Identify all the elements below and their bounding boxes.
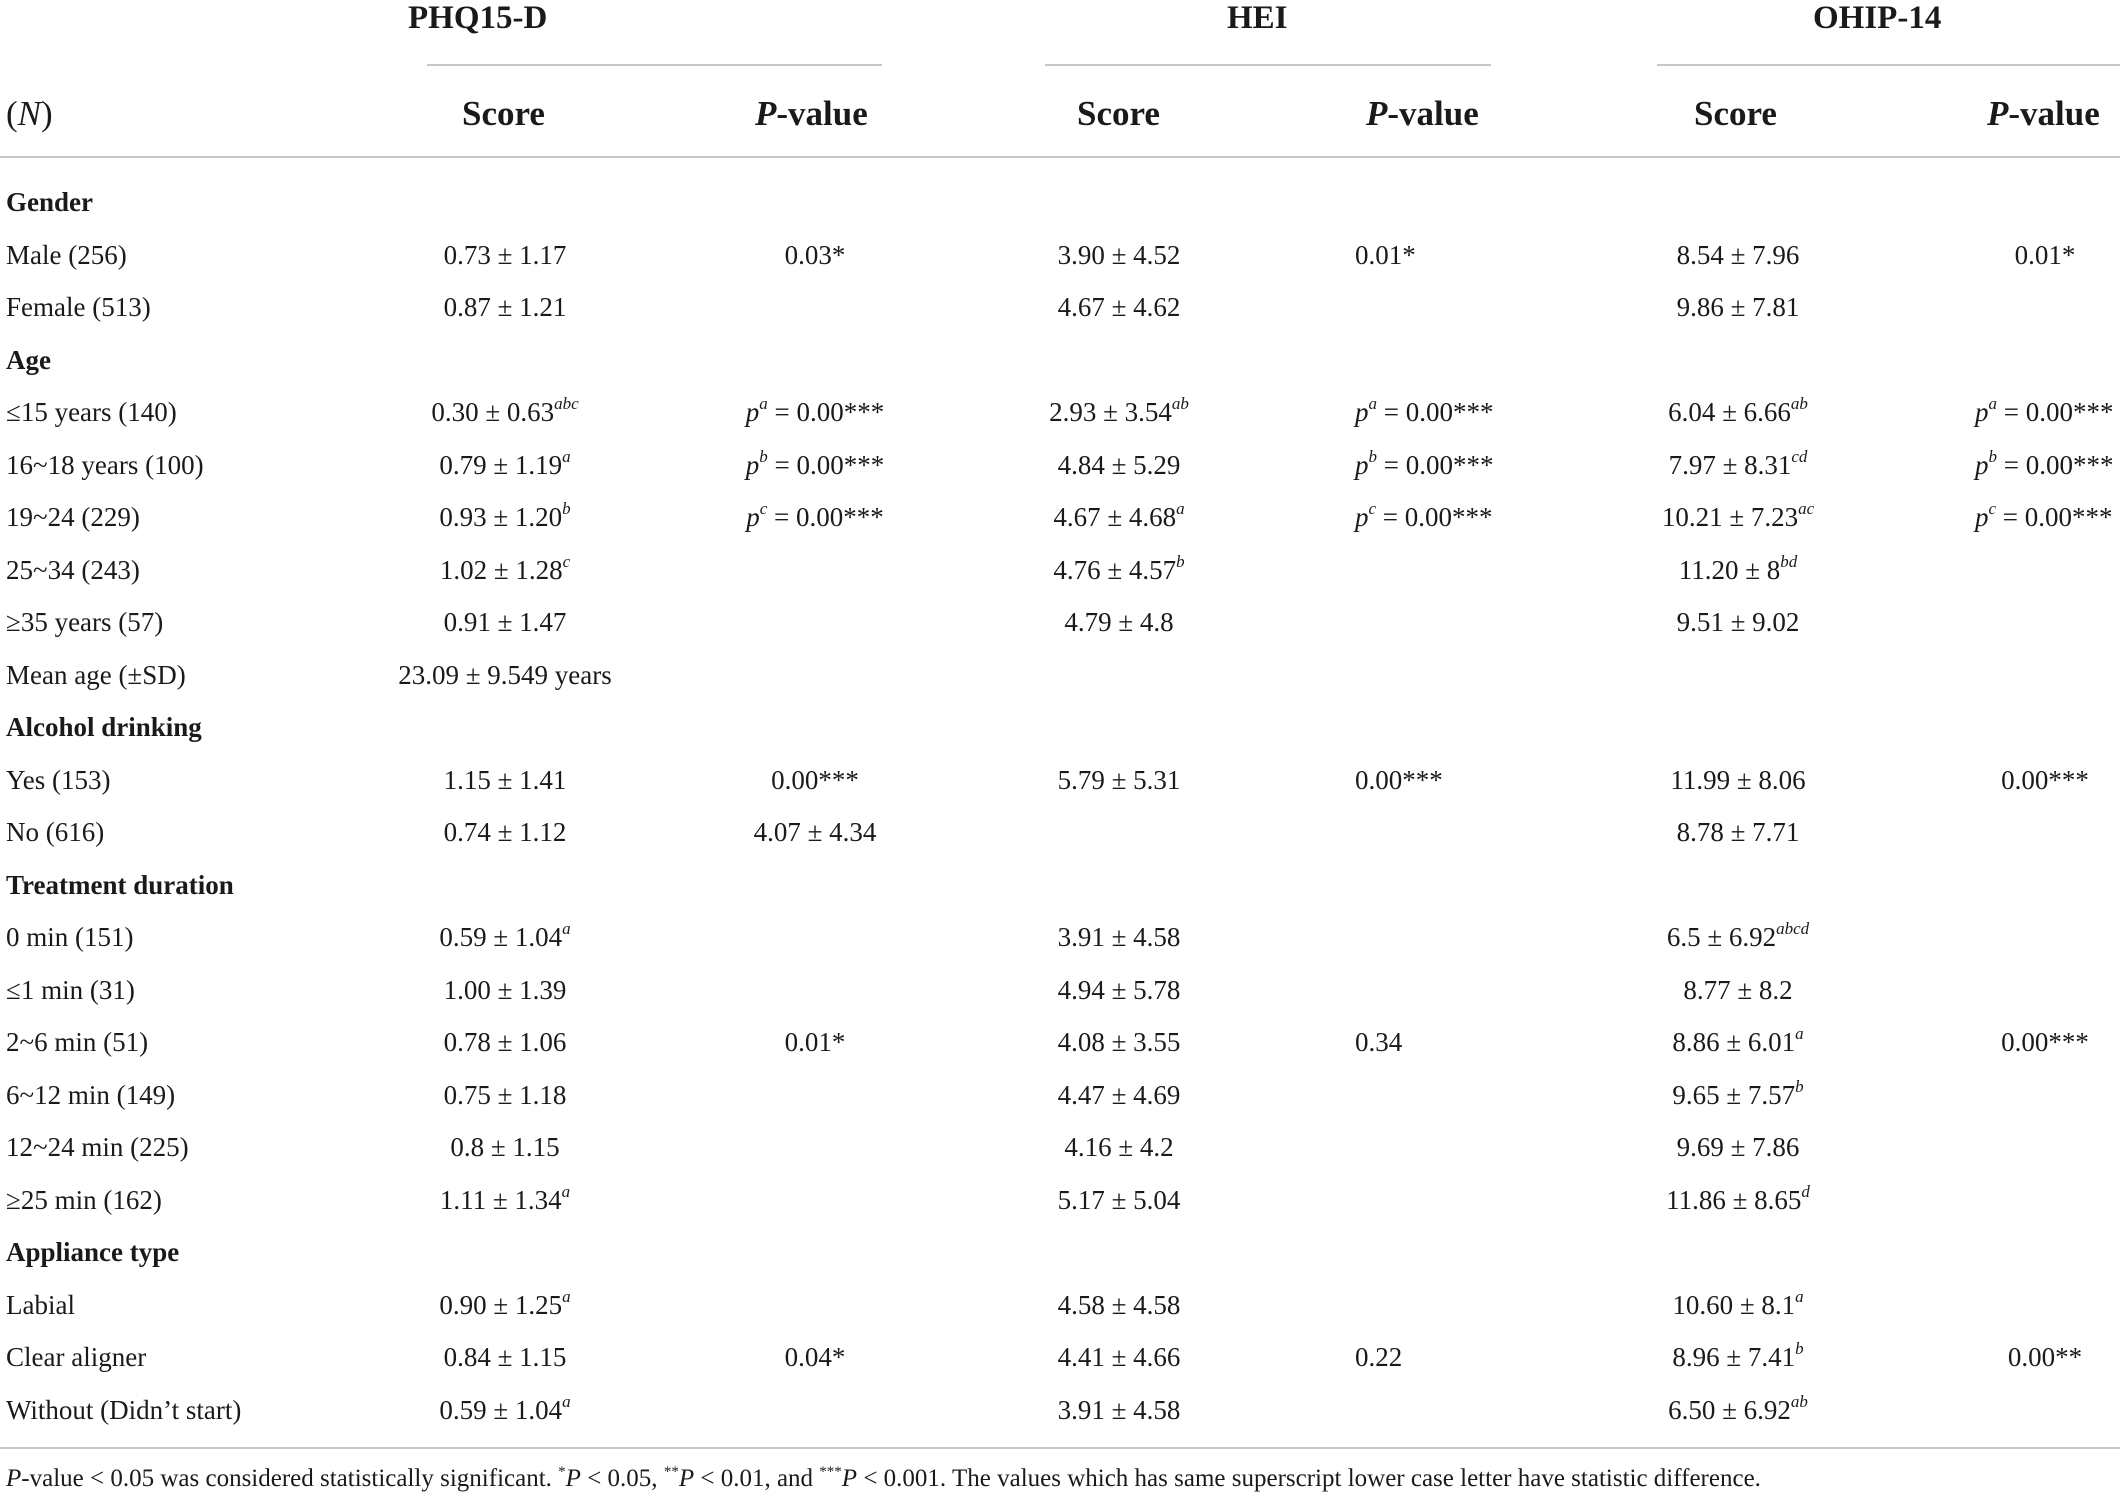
hei-pvalue-value: = 0.00***: [1377, 397, 1494, 427]
table-row: [0, 1278, 2120, 1330]
phq-pvalue-value: = 0.00***: [767, 502, 884, 532]
row-label: ≤15 years (140): [6, 397, 177, 427]
phq-score: [431, 394, 579, 428]
phq-score: [439, 446, 571, 481]
p-suffix: -value: [2008, 94, 2100, 133]
phq-score-value: 1.02 ± 1.28: [439, 554, 563, 585]
ohip-pvalue-sup: a: [1988, 394, 1997, 413]
ohip-pvalue-value: = 0.00***: [1996, 502, 2113, 532]
header-score-ohip: Score: [1694, 94, 1777, 133]
row-label: Female (513): [6, 292, 151, 322]
header-pvalue-phq: [755, 94, 868, 134]
ohip-score-sup: ac: [1798, 499, 1815, 518]
hei-score-value: 3.91 ± 4.58: [1057, 922, 1181, 952]
fn-text: < 0.01, and: [694, 1465, 820, 1492]
header-group-phq15d: PHQ15-D: [408, 0, 548, 36]
phq-pvalue-symbol: p: [746, 502, 760, 532]
header-n-letter: N: [17, 94, 42, 133]
hei-score: [1053, 551, 1185, 586]
phq-score-sup: c: [562, 551, 571, 571]
hei-score-sup: b: [1176, 551, 1185, 571]
row-label: ≥25 min (162): [6, 1184, 162, 1215]
ohip-score-sup: a: [1795, 1024, 1804, 1043]
ohip-score: [1668, 446, 1808, 481]
phq-score: [444, 240, 567, 271]
ohip-score-value: 6.04 ± 6.66: [1668, 397, 1791, 427]
ohip-pvalue: [1975, 499, 2113, 533]
ohip-score: [1672, 1339, 1804, 1373]
fn-p: P: [841, 1465, 858, 1492]
hei-score-value: 4.58 ± 4.58: [1057, 1289, 1181, 1320]
fn-star: ***: [819, 1464, 842, 1480]
hei-pvalue-sup: c: [1368, 499, 1377, 518]
ohip-score-sup: ab: [1790, 1391, 1808, 1411]
header-pvalue-hei: [1366, 94, 1479, 134]
hei-score: [1058, 292, 1181, 323]
phq-score-value: 0.79 ± 1.19: [439, 449, 563, 480]
hei-score: [1058, 1185, 1181, 1216]
phq-score-sup: b: [562, 499, 571, 518]
phq-score-value: 0.78 ± 1.06: [443, 1027, 567, 1057]
hei-score-value: 5.17 ± 5.04: [1057, 1184, 1181, 1215]
hei-pvalue: 0.00***: [1355, 764, 1443, 795]
phq-pvalue: [746, 499, 884, 533]
ohip-pvalue: 0.00***: [2001, 764, 2089, 795]
hei-score: [1058, 1290, 1181, 1321]
ohip-pvalue-symbol: p: [1975, 397, 1989, 427]
ohip-score: [1668, 1391, 1808, 1426]
hei-score: [1058, 765, 1181, 796]
phq-score-value: 0.84 ± 1.15: [443, 1342, 567, 1372]
row-label: 16~18 years (100): [6, 449, 204, 480]
ohip-score-value: 7.97 ± 8.31: [1668, 449, 1792, 480]
hei-score-value: 4.16 ± 4.2: [1064, 1132, 1174, 1162]
fn-star: *: [558, 1464, 566, 1480]
table-row: [0, 910, 2120, 962]
table-row: [0, 438, 2120, 490]
phq-score: [439, 1181, 571, 1216]
fn-text: < 0.05,: [580, 1465, 664, 1492]
ohip-score-value: 11.86 ± 8.65: [1666, 1184, 1802, 1215]
hei-score-value: 4.08 ± 3.55: [1057, 1027, 1181, 1057]
table-row: [0, 595, 2120, 647]
hei-score: [1064, 607, 1173, 638]
phq-score: [450, 1132, 559, 1163]
ohip-score-value: 8.77 ± 8.2: [1683, 974, 1793, 1005]
ohip-pvalue: 0.00***: [2001, 1027, 2089, 1057]
table-row: [0, 543, 2120, 595]
ohip-pvalue-value: = 0.00***: [1997, 449, 2114, 480]
hei-score: [1064, 1132, 1173, 1163]
p-letter: P: [1987, 94, 2009, 133]
ohip-pvalue: 0.00**: [2007, 1342, 2083, 1372]
section-row: [0, 1225, 2120, 1277]
fn-p: P: [678, 1465, 695, 1492]
group-rule-ohip14: [1657, 64, 2120, 66]
section-label: Gender: [6, 187, 93, 217]
hei-pvalue-symbol: p: [1355, 502, 1369, 532]
hei-score-sup: a: [1176, 499, 1185, 518]
ohip-pvalue-sup: c: [1988, 499, 1997, 518]
ohip-score-value: 6.5 ± 6.92: [1666, 922, 1777, 952]
ohip-score: [1677, 292, 1800, 323]
row-label: 12~24 min (225): [6, 1132, 189, 1162]
phq-score-value: 0.73 ± 1.17: [443, 239, 567, 270]
phq-score: [439, 1286, 571, 1321]
row-label: 25~34 (243): [6, 554, 140, 585]
phq-score-value: 0.90 ± 1.25: [439, 1289, 563, 1320]
phq-score-value: 1.11 ± 1.34: [439, 1184, 562, 1215]
hei-score: [1058, 1342, 1181, 1373]
hei-score: [1049, 394, 1189, 428]
ohip-score: [1677, 817, 1800, 848]
table-bottom-rule: [0, 1447, 2120, 1449]
hei-score-value: 4.94 ± 5.78: [1057, 974, 1181, 1005]
table-row: [0, 1173, 2120, 1225]
ohip-score-value: 9.65 ± 7.57: [1672, 1079, 1796, 1110]
hei-score-value: 4.76 ± 4.57: [1053, 554, 1177, 585]
phq-score-value: 0.30 ± 0.63: [431, 397, 555, 427]
phq-score-value: 1.00 ± 1.39: [443, 974, 567, 1005]
phq-score: [444, 1080, 567, 1111]
ohip-score-sup: b: [1795, 1339, 1804, 1358]
phq-score-value: 0.74 ± 1.12: [443, 817, 567, 847]
group-rule-hei: [1045, 64, 1491, 66]
phq-score: [444, 817, 567, 848]
hei-pvalue-sup: a: [1368, 394, 1377, 413]
table-row: [0, 648, 2120, 700]
hei-score: [1058, 922, 1181, 953]
header-score-hei: Score: [1077, 94, 1160, 133]
header-bottom-rule: [0, 156, 2120, 158]
header-group-hei: HEI: [1227, 0, 1288, 36]
hei-score-value: 4.79 ± 4.8: [1064, 607, 1174, 637]
section-row: [0, 333, 2120, 385]
ohip-score: [1672, 1076, 1804, 1111]
table-row: [0, 280, 2120, 332]
phq-score-sup: a: [562, 1391, 571, 1411]
hei-pvalue-sup: b: [1368, 446, 1377, 466]
header-n: (N): [6, 94, 53, 133]
ohip-score-value: 10.21 ± 7.23: [1661, 502, 1799, 532]
phq-score-value: 0.93 ± 1.20: [439, 502, 563, 532]
phq-pvalue-sup: b: [759, 446, 768, 466]
hei-score-sup: ab: [1171, 394, 1189, 413]
row-label: ≥35 years (57): [6, 607, 164, 637]
ohip-score-sup: a: [1795, 1286, 1804, 1306]
section-label: Alcohol drinking: [6, 712, 202, 742]
table-row: [0, 1068, 2120, 1120]
table-row: [0, 753, 2120, 805]
ohip-score-sup: bd: [1780, 551, 1798, 571]
hei-score: [1058, 1395, 1181, 1426]
hei-pvalue: 0.01*: [1355, 239, 1416, 270]
phq-score-value: 0.87 ± 1.21: [443, 292, 567, 322]
ohip-score-value: 8.78 ± 7.71: [1676, 817, 1800, 847]
fn-text: -value < 0.05 was considered statistically significant.: [21, 1465, 559, 1492]
hei-pvalue: [1355, 446, 1494, 481]
hei-pvalue: [1355, 499, 1493, 533]
group-rule-phq15d: [427, 64, 882, 66]
phq-score-sup: a: [562, 446, 571, 466]
ohip-score-value: 11.99 ± 8.06: [1670, 764, 1806, 795]
phq-score-value: 0.59 ± 1.04: [439, 922, 563, 952]
fn-text: < 0.001. The values which has same superscript lower case letter have statistic difference.: [857, 1465, 1761, 1492]
hei-score: [1058, 240, 1181, 271]
footnote: [6, 1465, 1761, 1493]
hei-pvalue-symbol: p: [1355, 449, 1369, 480]
phq-pvalue-sup: c: [759, 499, 768, 518]
hei-score-value: 3.90 ± 4.52: [1057, 239, 1181, 270]
section-label: Appliance type: [6, 1237, 180, 1267]
ohip-score: [1683, 975, 1792, 1006]
table-row: [0, 385, 2120, 437]
section-row: [0, 858, 2120, 910]
hei-score: [1058, 1027, 1181, 1058]
hei-pvalue-value: = 0.00***: [1376, 502, 1493, 532]
p-letter: P: [1366, 94, 1388, 133]
ohip-score-value: 11.20 ± 8: [1678, 554, 1781, 585]
phq-score-sup: a: [562, 919, 571, 938]
ohip-pvalue-value: = 0.00***: [1997, 397, 2114, 427]
ohip-score: [1672, 1286, 1804, 1321]
phq-score: [439, 919, 571, 953]
fn-star: **: [663, 1464, 679, 1480]
row-label: 2~6 min (51): [6, 1027, 149, 1057]
hei-score-value: 4.84 ± 5.29: [1057, 449, 1181, 480]
hei-score-value: 2.93 ± 3.54: [1049, 397, 1172, 427]
phq-score: [444, 607, 567, 638]
p-suffix: -value: [776, 94, 868, 133]
section-label: Age: [6, 344, 51, 375]
ohip-score: [1672, 1024, 1804, 1058]
phq-pvalue-value: = 0.00***: [767, 397, 885, 427]
ohip-score-value: 6.50 ± 6.92: [1668, 1394, 1791, 1425]
phq-pvalue-symbol: p: [745, 397, 760, 427]
p-suffix: -value: [1387, 94, 1479, 133]
ohip-score-value: 9.69 ± 7.86: [1676, 1132, 1800, 1162]
section-row: [0, 700, 2120, 752]
ohip-pvalue-symbol: p: [1975, 502, 1989, 532]
ohip-pvalue-symbol: p: [1975, 449, 1989, 480]
phq-score-sup: abc: [554, 394, 579, 413]
hei-pvalue-value: = 0.00***: [1377, 449, 1494, 480]
phq-score-sup: a: [562, 1286, 571, 1306]
section-row: [0, 175, 2120, 227]
ohip-pvalue: [1975, 394, 2114, 428]
hei-score: [1058, 450, 1181, 481]
ohip-score-sup: b: [1795, 1076, 1804, 1096]
phq-pvalue: 4.07 ± 4.34: [753, 817, 877, 847]
ohip-score-value: 9.51 ± 9.02: [1676, 607, 1800, 637]
phq-pvalue-value: = 0.00***: [767, 449, 885, 480]
p-letter: P: [755, 94, 777, 133]
phq-score-value: 0.91 ± 1.47: [443, 607, 567, 637]
phq-score: [439, 499, 571, 533]
header-group-ohip14: OHIP-14: [1813, 0, 1942, 36]
ohip-score: [1670, 765, 1805, 796]
hei-score-value: 4.67 ± 4.62: [1057, 292, 1181, 322]
row-label: Labial: [6, 1289, 75, 1320]
ohip-score-sup: ab: [1790, 394, 1808, 413]
ohip-score: [1666, 1181, 1810, 1216]
ohip-score-value: 8.96 ± 7.41: [1672, 1342, 1796, 1372]
row-label: 0 min (151): [6, 922, 134, 952]
phq-score-sup: a: [561, 1181, 571, 1201]
phq-score: [444, 1342, 567, 1373]
row-label: 6~12 min (149): [6, 1079, 176, 1110]
ohip-score: [1677, 240, 1800, 271]
phq-pvalue: [745, 394, 885, 428]
header-pvalue-ohip: [1987, 94, 2100, 134]
phq-pvalue-symbol: p: [745, 449, 760, 480]
phq-pvalue: 0.00***: [771, 764, 859, 795]
row-label: Without (Didn’t start): [6, 1394, 242, 1425]
phq-score: [398, 660, 612, 691]
row-label: Male (256): [6, 239, 127, 270]
phq-score-value: 23.09 ± 9.549 years: [398, 659, 612, 690]
table-row: [0, 805, 2120, 857]
row-label: No (616): [6, 817, 105, 847]
phq-score: [444, 975, 567, 1006]
ohip-score-sup: d: [1801, 1181, 1810, 1201]
hei-score: [1053, 499, 1185, 533]
ohip-score: [1666, 919, 1810, 953]
row-label: Clear aligner: [6, 1342, 147, 1372]
table-row: [0, 1330, 2120, 1382]
hei-score-value: 4.67 ± 4.68: [1053, 502, 1177, 532]
ohip-score: [1668, 394, 1808, 428]
hei-pvalue: 0.22: [1355, 1342, 1403, 1372]
phq-score: [444, 765, 567, 796]
header-score-phq: Score: [462, 94, 545, 133]
ohip-score-sup: abcd: [1776, 919, 1810, 938]
phq-pvalue: 0.01*: [784, 1027, 846, 1057]
hei-pvalue: [1355, 394, 1494, 428]
phq-pvalue-sup: a: [759, 394, 768, 413]
phq-score: [439, 551, 571, 586]
row-label: 19~24 (229): [6, 502, 140, 532]
row-label: ≤1 min (31): [6, 974, 135, 1005]
fn-p: P: [6, 1465, 22, 1492]
section-label: Treatment duration: [6, 869, 234, 900]
hei-score: [1058, 975, 1181, 1006]
phq-score-value: 1.15 ± 1.41: [443, 764, 567, 795]
table-row: [0, 1120, 2120, 1172]
fn-p: P: [565, 1465, 581, 1492]
table-row: [0, 1015, 2120, 1067]
table-row: [0, 1383, 2120, 1435]
hei-score-value: 5.79 ± 5.31: [1057, 764, 1181, 795]
table-row: [0, 228, 2120, 280]
ohip-score-value: 9.86 ± 7.81: [1676, 292, 1800, 322]
ohip-score: [1661, 499, 1815, 533]
phq-pvalue: 0.03*: [784, 239, 846, 270]
row-label: Yes (153): [6, 764, 111, 795]
hei-pvalue-symbol: p: [1355, 397, 1369, 427]
hei-score-value: 3.91 ± 4.58: [1057, 1394, 1181, 1425]
phq-score-value: 0.75 ± 1.18: [443, 1079, 567, 1110]
phq-score: [444, 292, 567, 323]
ohip-pvalue-sup: b: [1988, 446, 1997, 466]
phq-pvalue: [745, 446, 885, 481]
table-row: [0, 490, 2120, 542]
phq-score: [444, 1027, 567, 1058]
ohip-score: [1677, 607, 1800, 638]
phq-pvalue: 0.04*: [784, 1342, 846, 1372]
phq-score-value: 0.59 ± 1.04: [439, 1394, 563, 1425]
hei-pvalue: 0.34: [1355, 1027, 1403, 1057]
ohip-score: [1677, 1132, 1800, 1163]
hei-score-value: 4.47 ± 4.69: [1057, 1079, 1181, 1110]
phq-score: [439, 1391, 571, 1426]
ohip-score-value: 10.60 ± 8.1: [1672, 1289, 1796, 1320]
ohip-score-value: 8.54 ± 7.96: [1676, 239, 1800, 270]
ohip-score: [1678, 551, 1798, 586]
ohip-pvalue: [1975, 446, 2114, 481]
hei-score-value: 4.41 ± 4.66: [1057, 1342, 1181, 1372]
hei-score: [1058, 1080, 1181, 1111]
table-row: [0, 963, 2120, 1015]
ohip-score-sup: cd: [1791, 446, 1808, 466]
phq-score-value: 0.8 ± 1.15: [450, 1132, 560, 1162]
row-label: Mean age (±SD): [6, 659, 186, 690]
ohip-score-value: 8.86 ± 6.01: [1672, 1027, 1796, 1057]
ohip-pvalue: 0.01*: [2014, 239, 2076, 270]
